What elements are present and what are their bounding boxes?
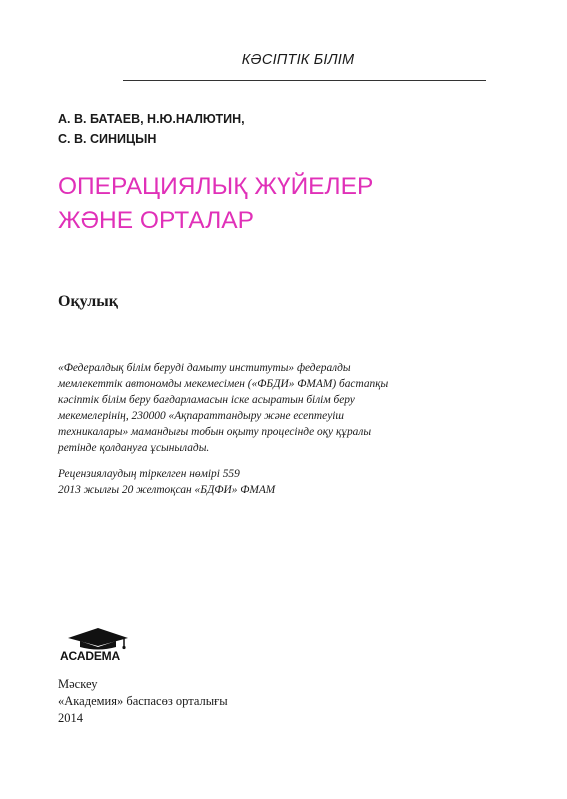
header-rule <box>123 80 486 81</box>
review-registration <box>58 466 275 498</box>
review-line-1: Рецензиялаудың тіркелген нөмірі 559 <box>58 468 240 480</box>
approval-line-5: техникалары» мамандығы тобын оқыту процесінде оқу құралы <box>58 426 372 438</box>
approval-line-6: ретінде қолдануға ұсынылады. <box>58 442 210 454</box>
publisher-info <box>58 676 228 727</box>
series-title: КӘСІПТІК БІЛІМ <box>241 52 355 68</box>
approval-line-3: кәсіптік білім беру бағдарламасын іске асыратын білім беру <box>58 394 355 406</box>
review-line-2: 2013 жылғы 20 желтоқсан «БДФИ» ФМАМ <box>58 484 276 496</box>
book-title <box>58 170 373 238</box>
book-title-line-2: ЖӘНЕ ОРТАЛАР <box>58 207 254 234</box>
publisher-city: Мәскеу <box>58 677 98 691</box>
authors-line-1: А. В. БАТАЕВ, Н.Ю.НАЛЮТИН, <box>58 112 245 126</box>
authors <box>58 109 245 149</box>
mortarboard-icon <box>58 626 138 650</box>
approval-line-4: мекемелерінің, 230000 «Ақпараттандыру және есептеуіш <box>58 410 345 422</box>
book-type: Оқулық <box>58 293 118 310</box>
book-title-line-1: ОПЕРАЦИЯЛЫҚ ЖҮЙЕЛЕР <box>58 173 374 200</box>
authors-line-2: С. В. СИНИЦЫН <box>58 132 157 146</box>
approval-line-1: «Федералдық білім беруді дамыту институты» федералды <box>58 362 351 374</box>
publisher-name: «Академия» баспасөз орталығы <box>58 694 228 708</box>
publication-year: 2014 <box>58 711 83 725</box>
approval-statement <box>58 360 458 456</box>
approval-line-2: мемлекеттік автономды мекемесімен («ФБДИ» ФМАМ) бастапқы <box>58 378 389 390</box>
academia-logo <box>58 626 138 666</box>
logo-wordmark: ACADEMA <box>60 649 120 663</box>
